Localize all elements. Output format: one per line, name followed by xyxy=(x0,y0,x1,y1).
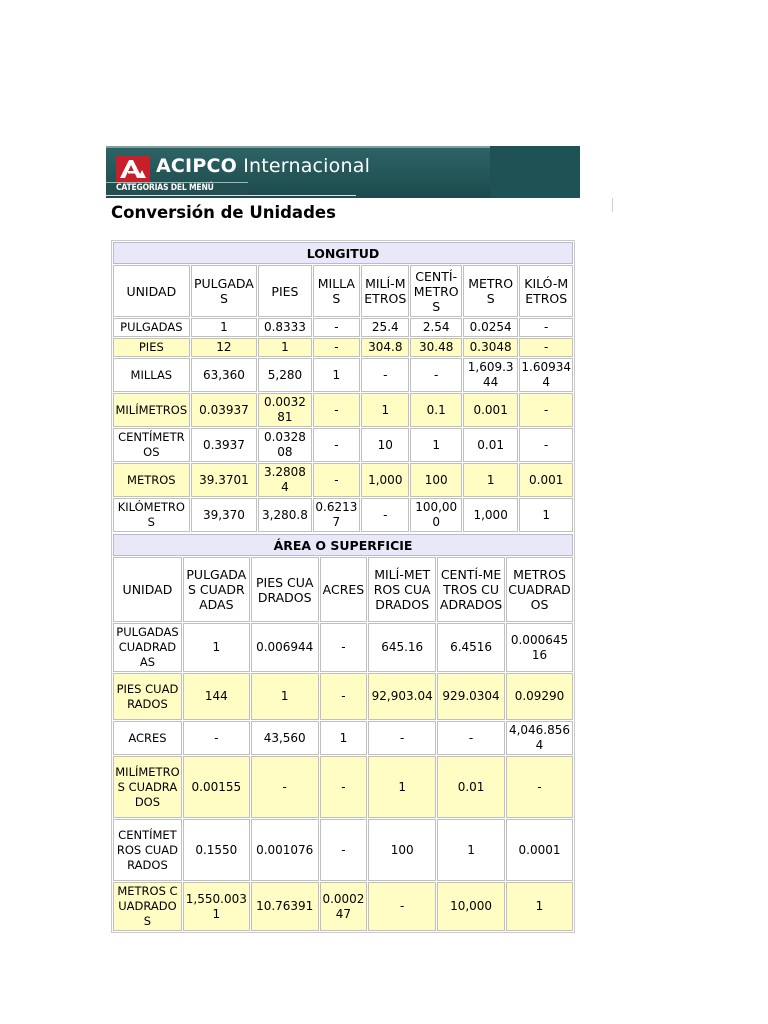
table-cell: 1,609.344 xyxy=(463,358,518,392)
area-column-header: METROS CUADRADOS xyxy=(506,557,573,622)
table-cell: - xyxy=(519,338,573,357)
table-cell: 1 xyxy=(519,498,573,532)
table-cell: 0.3048 xyxy=(463,338,518,357)
table-cell: 0.00064516 xyxy=(506,623,573,672)
table-cell: 1,000 xyxy=(463,498,518,532)
row-unit-label: ACRES xyxy=(113,721,182,755)
table-cell: 63,360 xyxy=(191,358,258,392)
table-cell: - xyxy=(313,428,360,462)
table-cell: 0.001076 xyxy=(251,819,319,881)
table-cell: 0.1550 xyxy=(183,819,250,881)
table-cell: 1 xyxy=(368,756,436,818)
row-unit-label: KILÓMETROS xyxy=(113,498,190,532)
row-unit-label: PIES CUADRADOS xyxy=(113,673,182,720)
table-cell: 43,560 xyxy=(251,721,319,755)
longitud-column-header: CENTÍ-METROS xyxy=(410,265,461,317)
table-cell: 10.76391 xyxy=(251,882,319,931)
table-cell: 0.09290 xyxy=(506,673,573,720)
vertical-divider xyxy=(612,198,613,212)
longitud-column-header: METROS xyxy=(463,265,518,317)
table-cell: 0.03937 xyxy=(191,393,258,427)
table-cell: 25.4 xyxy=(361,318,409,337)
table-cell: 2.54 xyxy=(410,318,461,337)
table-cell: 0.001 xyxy=(463,393,518,427)
table-cell: 0.01 xyxy=(463,428,518,462)
table-cell: - xyxy=(437,721,505,755)
table-row xyxy=(113,358,573,392)
row-unit-label: MILÍMETROS CUADRADOS xyxy=(113,756,182,818)
table-cell: 1 xyxy=(463,463,518,497)
longitud-column-header: PIES xyxy=(258,265,311,317)
table-cell: - xyxy=(410,358,461,392)
table-cell: - xyxy=(183,721,250,755)
table-cell: 1,550.0031 xyxy=(183,882,250,931)
conversion-tables xyxy=(111,240,575,933)
acipco-logo-icon xyxy=(116,156,150,182)
table-cell: 3,280.8 xyxy=(258,498,311,532)
table-row xyxy=(113,882,573,931)
table-cell: 0.003281 xyxy=(258,393,311,427)
table-cell: 1 xyxy=(313,358,360,392)
table-cell: 0.000247 xyxy=(320,882,368,931)
row-unit-label: PULGADAS xyxy=(113,318,190,337)
table-cell: 1.609344 xyxy=(519,358,573,392)
table-cell: 100 xyxy=(410,463,461,497)
area-column-header: CENTÍ-METROS CUADRADOS xyxy=(437,557,505,622)
table-cell: 0.006944 xyxy=(251,623,319,672)
table-cell: 645.16 xyxy=(368,623,436,672)
area-title: ÁREA O SUPERFICIE xyxy=(113,534,573,556)
table-cell: 0.032808 xyxy=(258,428,311,462)
longitud-column-header: MILÍ-METROS xyxy=(361,265,409,317)
row-unit-label: METROS xyxy=(113,463,190,497)
brand-rest: Internacional xyxy=(236,155,371,177)
area-column-header: ACRES xyxy=(320,557,368,622)
table-row xyxy=(113,463,573,497)
table-cell: - xyxy=(361,498,409,532)
table-row xyxy=(113,428,573,462)
table-cell: 100,000 xyxy=(410,498,461,532)
table-cell: 1,000 xyxy=(361,463,409,497)
table-cell: - xyxy=(320,623,368,672)
table-cell: - xyxy=(519,428,573,462)
area-header-row xyxy=(113,557,573,622)
table-row xyxy=(113,393,573,427)
table-cell: 6.4516 xyxy=(437,623,505,672)
table-row xyxy=(113,721,573,755)
longitud-title: LONGITUD xyxy=(113,242,573,264)
table-cell: 929.0304 xyxy=(437,673,505,720)
table-cell: - xyxy=(368,882,436,931)
row-unit-label: METROS CUADRADOS xyxy=(113,882,182,931)
row-unit-label: CENTÍMETROS xyxy=(113,428,190,462)
table-cell: 39,370 xyxy=(191,498,258,532)
table-cell: 1 xyxy=(506,882,573,931)
menu-divider xyxy=(106,195,356,196)
area-column-header: MILÍ-METROS CUADRADOS xyxy=(368,557,436,622)
brand-bold: ACIPCO xyxy=(156,155,237,177)
table-cell: 12 xyxy=(191,338,258,357)
longitud-header-row xyxy=(113,265,573,317)
table-cell: - xyxy=(506,756,573,818)
table-cell: - xyxy=(320,819,368,881)
table-cell: - xyxy=(320,756,368,818)
longitud-table xyxy=(112,241,574,533)
table-cell: 144 xyxy=(183,673,250,720)
table-cell: - xyxy=(519,393,573,427)
table-cell: 39.3701 xyxy=(191,463,258,497)
table-cell: - xyxy=(313,393,360,427)
table-cell: 0.00155 xyxy=(183,756,250,818)
table-cell: 1 xyxy=(410,428,461,462)
table-cell: 0.62137 xyxy=(313,498,360,532)
area-column-header: UNIDAD xyxy=(113,557,182,622)
table-row xyxy=(113,498,573,532)
table-row xyxy=(113,756,573,818)
table-cell: 10 xyxy=(361,428,409,462)
table-cell: - xyxy=(251,756,319,818)
table-cell: - xyxy=(313,338,360,357)
page-title: Conversión de Unidades xyxy=(111,203,336,222)
table-cell: 1 xyxy=(361,393,409,427)
table-cell: 1 xyxy=(320,721,368,755)
table-cell: 1 xyxy=(258,338,311,357)
table-cell: 100 xyxy=(368,819,436,881)
longitud-column-header: PULGADAS xyxy=(191,265,258,317)
area-column-header: PULGADAS CUADRADAS xyxy=(183,557,250,622)
table-cell: - xyxy=(361,358,409,392)
table-row xyxy=(113,673,573,720)
table-row xyxy=(113,623,573,672)
row-unit-label: PULGADAS CUADRADAS xyxy=(113,623,182,672)
table-cell: - xyxy=(313,318,360,337)
area-table xyxy=(112,533,574,932)
table-cell: 0.0254 xyxy=(463,318,518,337)
table-row xyxy=(113,819,573,881)
longitud-column-header: MILLAS xyxy=(313,265,360,317)
menu-categories-label: CATEGORIAS DEL MENÚ xyxy=(116,183,214,193)
table-cell: 1 xyxy=(191,318,258,337)
table-cell: 3.28084 xyxy=(258,463,311,497)
table-cell: 0.0001 xyxy=(506,819,573,881)
menu-categories-bar[interactable] xyxy=(106,182,248,196)
table-cell: 0.8333 xyxy=(258,318,311,337)
table-cell: 1 xyxy=(183,623,250,672)
banner-top-line xyxy=(106,146,490,148)
table-cell: - xyxy=(313,463,360,497)
table-row xyxy=(113,338,573,357)
row-unit-label: MILLAS xyxy=(113,358,190,392)
table-cell: - xyxy=(519,318,573,337)
table-cell: 4,046.8564 xyxy=(506,721,573,755)
table-cell: 1 xyxy=(437,819,505,881)
table-cell: 0.1 xyxy=(410,393,461,427)
banner-dark-band xyxy=(490,146,580,198)
longitud-column-header: KILÓ-METROS xyxy=(519,265,573,317)
table-cell: 0.01 xyxy=(437,756,505,818)
table-cell: 5,280 xyxy=(258,358,311,392)
header-banner xyxy=(106,146,580,198)
table-cell: 0.3937 xyxy=(191,428,258,462)
table-cell: 10,000 xyxy=(437,882,505,931)
area-column-header: PIES CUADRADOS xyxy=(251,557,319,622)
table-cell: - xyxy=(368,721,436,755)
brand-name[interactable] xyxy=(156,155,370,177)
table-cell: 92,903.04 xyxy=(368,673,436,720)
row-unit-label: MILÍMETROS xyxy=(113,393,190,427)
table-row xyxy=(113,318,573,337)
row-unit-label: PIES xyxy=(113,338,190,357)
table-cell: 0.001 xyxy=(519,463,573,497)
table-cell: 304.8 xyxy=(361,338,409,357)
table-cell: 30.48 xyxy=(410,338,461,357)
table-cell: 1 xyxy=(251,673,319,720)
table-cell: - xyxy=(320,673,368,720)
longitud-column-header: UNIDAD xyxy=(113,265,190,317)
row-unit-label: CENTÍMETROS CUADRADOS xyxy=(113,819,182,881)
